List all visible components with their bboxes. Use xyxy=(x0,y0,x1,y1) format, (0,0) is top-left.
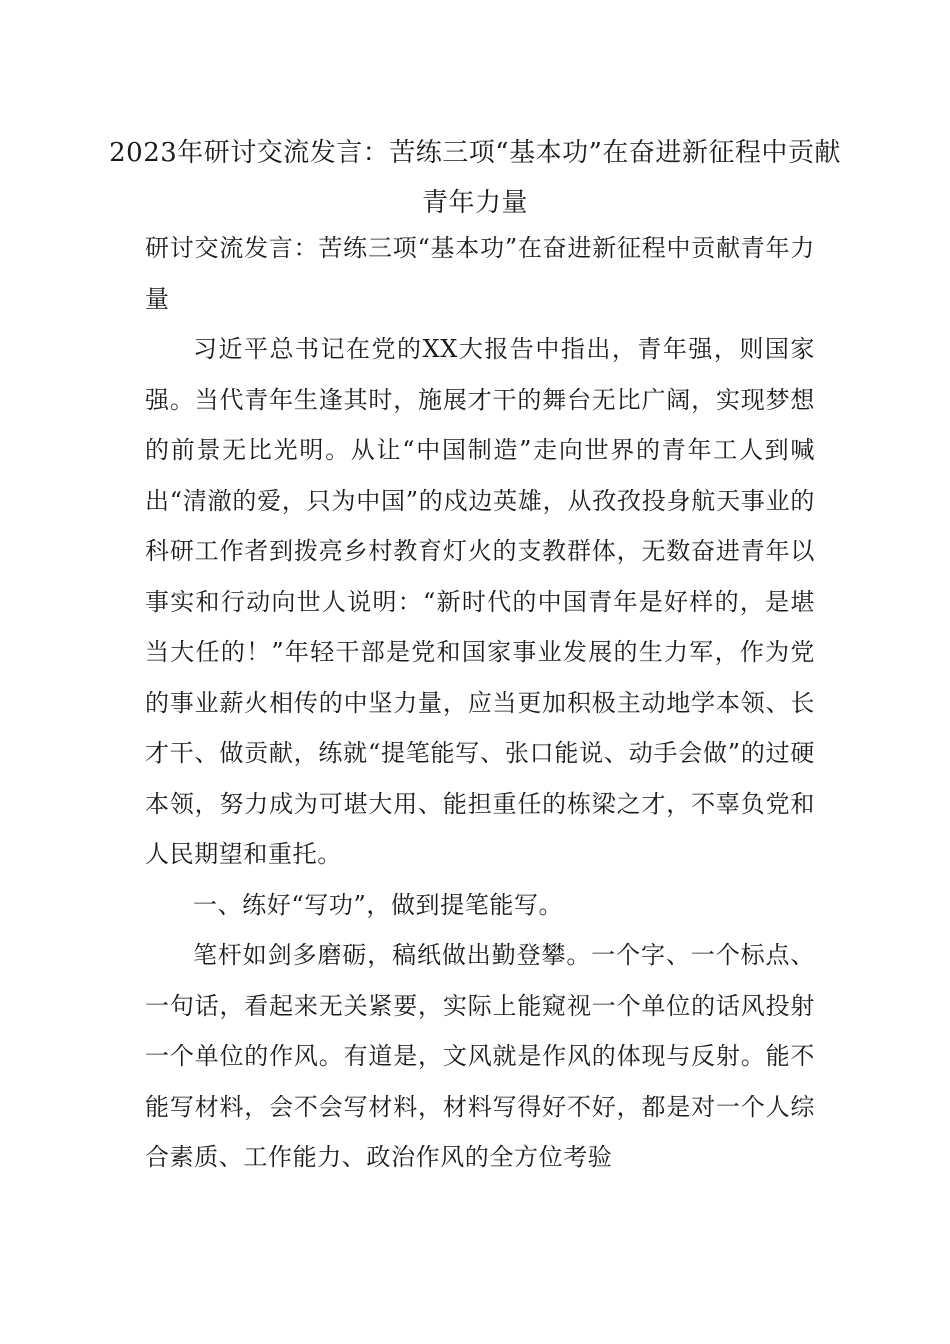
section-paragraph: 笔杆如剑多磨砺，稿纸做出勤登攀。一个字、一个标点、一句话，看起来无关紧要，实际上能窥视一个单位的话风投射一个单位的作风。有道是，文风就是作风的体现与反射。能不能写材料，会不会写材料，材料写得好不好，都是对一个人综合素质、工作能力、政治作风的全方位考验 xyxy=(145,941,815,1171)
document-title: 2023年研讨交流发言：苦练三项“基本功”在奋进新征程中贡献青年力量 xyxy=(109,138,841,218)
subtitle-paragraph: 研讨交流发言：苦练三项“基本功”在奋进新征程中贡献青年力量 xyxy=(145,234,815,313)
intro-paragraph: 习近平总书记在党的XX大报告中指出，青年强，则国家强。当代青年生逢其时，施展才干的舞台无比广阔，实现梦想的前景无比光明。从让“中国制造”走向世界的青年工人到喊出“清澈的爱，只为中国”的戍边英雄，从孜孜投身航天事业的科研工作者到拨亮乡村教育灯火的支教群体，无数奋进青年以事实和行动向世人说明：“新时代的中国青年是好样的，是堪当大任的！”年轻干部是党和国家事业发展的生力军，作为党的事业薪火相传的中坚力量，应当更加积极主动地学本领、长才干、做贡献，练就“提笔能写、张口能说、动手会做”的过硬本领，努力成为可堪大用、能担重任的栋梁之才，不辜负党和人民期望和重托。 xyxy=(145,335,815,868)
document-body xyxy=(145,223,815,1183)
section-heading: 一、练好“写功”，做到提笔能写。 xyxy=(193,890,564,919)
